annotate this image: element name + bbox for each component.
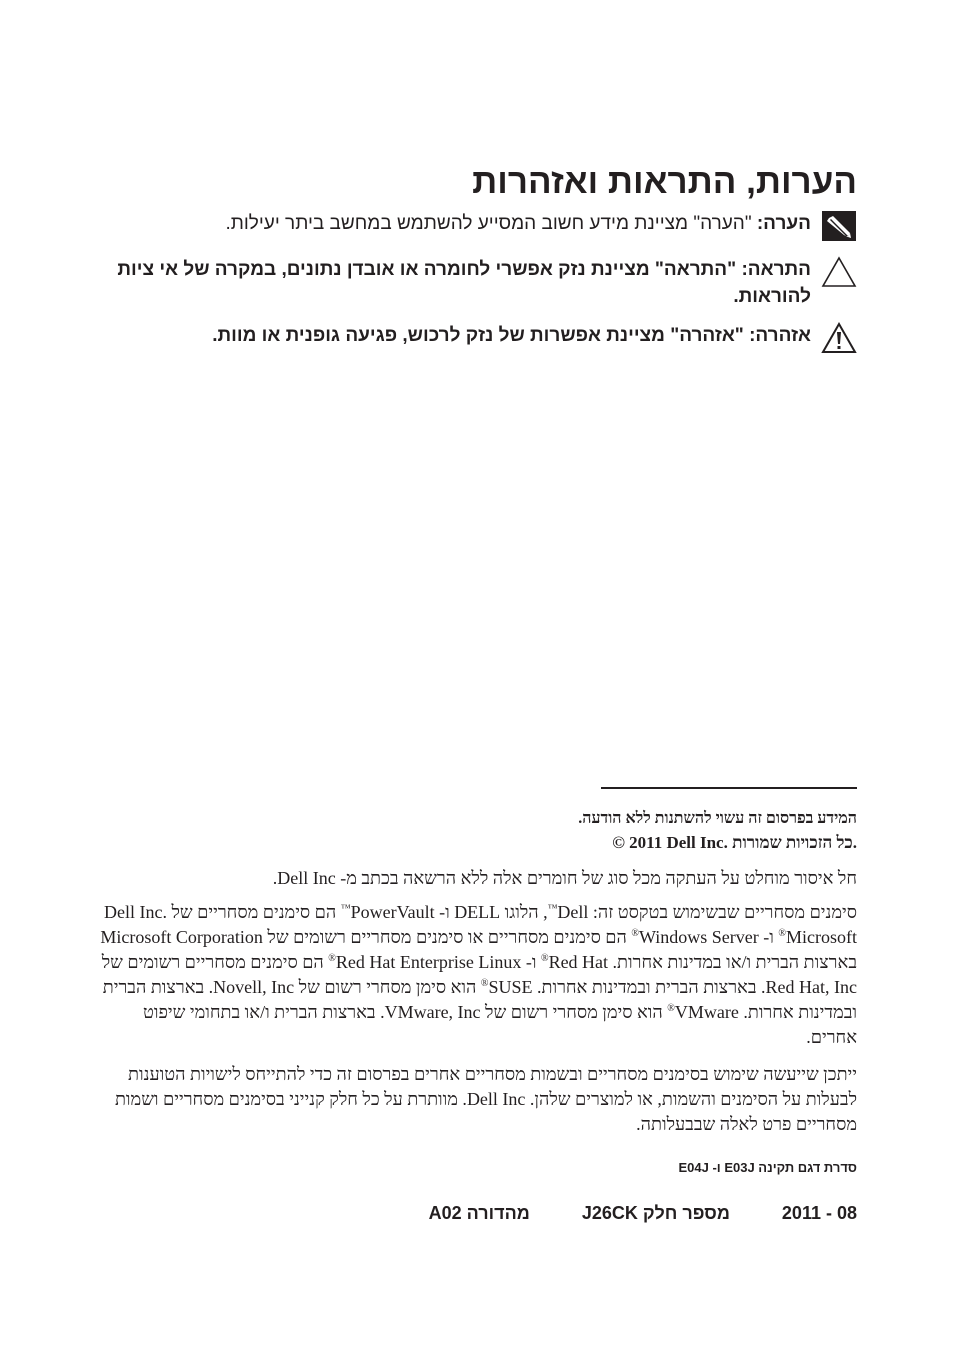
reg-mark: ® (540, 953, 549, 964)
other-marks-paragraph: ייתכן שייעשה שימוש בסימנים מסחריים ובשמות מסחריים אחרים בפרסום זה כדי להתייחס לישויות הטוענות לבעלות על הסימנים והשמות, או למוצרים שלהן. Dell Inc. מוותרת על כל חלק קנייני בסימנים מסחריים ושמות מסחריים פרט לאלה שבבעלותה. (114, 1064, 857, 1134)
regulatory-model: סדרת דגם תקינה E03J ו- E04J (678, 1160, 857, 1175)
trademarks-paragraph (97, 900, 857, 1050)
note-pencil-icon (821, 210, 857, 242)
note-notice (117, 210, 857, 242)
reg-mark: ® (631, 928, 640, 939)
warning-text: "אזהרה" מציינת אפשרות של נזק לרכוש, פגיעה גופנית או מוות. (212, 325, 750, 346)
reg-mark: ® (667, 1003, 675, 1014)
trademarks-text-6: ו- Red Hat Enterprise Linux (335, 952, 541, 972)
reg-mark: ® (480, 978, 489, 989)
note-text: "הערה" מציינת מידע חשוב המסייע להשתמש במחשב ביתר יעילות. (225, 213, 757, 234)
trademarks-text-2: , הלוגו DELL ו- PowerVault (350, 902, 548, 922)
page-title: הערות, התראות ואזהרות (472, 162, 857, 201)
reproduction-notice: חל איסור מוחלט על העתקה מכל סוג של חומרים אלה ללא הרשאה בכתב מ- Dell Inc. (272, 868, 857, 888)
trademarks-text-9: הוא סימן מסחרי רשום של VMware, Inc. בארצות הברית ו/או בתחומי שיפוט אחרים. (142, 1002, 857, 1047)
warning-label: אזהרה: (749, 325, 811, 346)
reg-mark: ® (778, 928, 786, 939)
trademarks-text-4: ו- Windows Server (639, 927, 779, 947)
divider (601, 787, 857, 789)
note-label: הערה: (756, 213, 811, 234)
trademarks-text-7: הם סימנים מסחריים רשומים של Red Hat, Inc. בארצות הברית ובמדינות אחרות. SUSE (101, 952, 857, 997)
caution-notice (117, 256, 857, 310)
tm-mark: ™ (340, 903, 351, 914)
trademarks-text-3: הם סימנים מסחריים של Dell Inc. Microsoft (104, 902, 857, 947)
caution-triangle-icon (821, 256, 857, 288)
footer-date: 2011 - 08 (781, 1203, 857, 1223)
trademarks-text-8: הוא סימן מסחרי רשום של Novell, Inc. בארצות הברית ובמדינות אחרות. VMware (102, 977, 857, 1022)
warning-notice (117, 322, 857, 354)
trademarks-text-1: סימנים מסחריים שבשימוש בטקסט זה: Dell (557, 902, 857, 922)
tm-mark: ™ (547, 903, 558, 914)
footer-revision: מהדורה A02 (428, 1203, 530, 1223)
footer (429, 1200, 857, 1226)
reg-mark: ® (328, 953, 336, 964)
caution-text: "התראה" מציינת נזק אפשרי לחומרה או אובדן נתונים, במקרה של אי ציות להוראות. (117, 259, 811, 307)
copyright: © 2011 Dell Inc. כל הזכויות שמורות. (612, 833, 857, 852)
footer-part-number: מספר חלק J26CK (581, 1203, 730, 1223)
caution-label: התראה: (741, 259, 811, 280)
trademarks-text-5: הם סימנים מסחריים או סימנים מסחריים רשומים של Microsoft Corporation בארצות הברית ו/או במדינות אחרות. Red Hat (100, 927, 857, 972)
change-notice: המידע בפרסום זה עשוי להשתנות ללא הודעה. (578, 810, 857, 827)
warning-exclamation-icon (821, 322, 857, 354)
